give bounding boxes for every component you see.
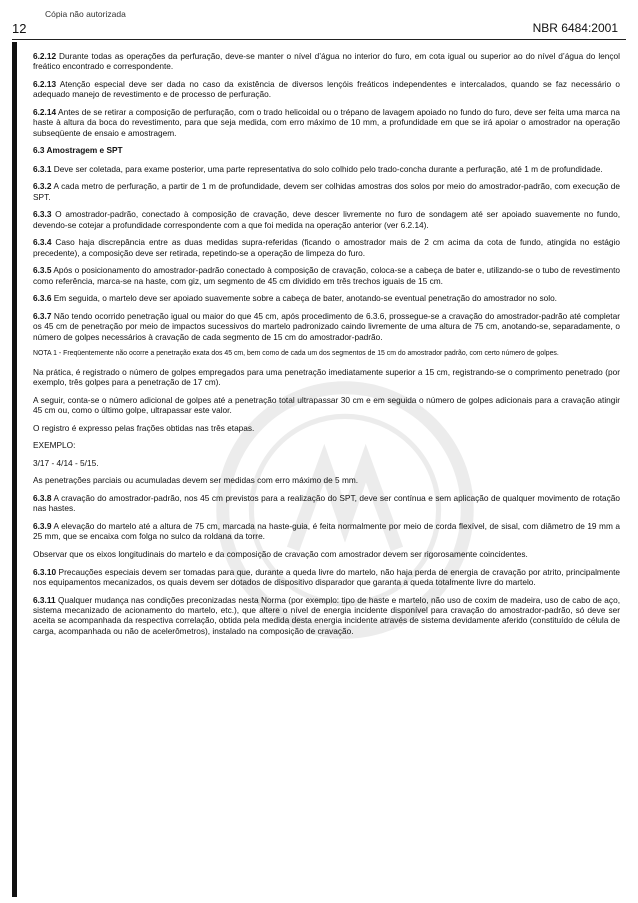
clause-6-3-4 [33,237,620,258]
clause-number: 6.2.14 [33,107,57,117]
document-body [33,51,620,643]
note-paragraph: NOTA 1 - Freqüentemente não ocorre a penetração exata dos 45 cm, bem como de cada um dos segmentos de 15 cm do amostrador padrão, com certo número de golpes. [33,350,559,358]
standard-reference: NBR 6484:2001 [532,21,618,35]
clause-6-3-5 [33,265,620,286]
clause-6-2-12 [33,51,620,72]
clause-6-3-10 [33,567,620,588]
clause-6-3-11 [33,595,620,637]
clause-number: 6.3.6 [33,293,52,304]
clause-number: 6.3.1 [33,163,52,174]
page-number: 12 [12,21,27,36]
clause-text: Atenção especial deve ser dada no caso da existência de diversos lençóis freáticos independentes e intercalados, quando se faz necessário o adequado manejo de revestimento e de processo de perfuração. [33,79,620,100]
body-paragraph [33,458,620,468]
clause-text: As penetrações parciais ou acumuladas devem ser medidas com erro máximo de 5 mm. [33,475,359,486]
clause-text: O amostrador-padrão, conectado à composição de cravação, deve descer livremente no furo de sondagem até ser apoiado suavemente no fundo, devendo-se cotejar a profundidade correspondente com a que foi medida na operação anterior (ver 6.2.14). [33,209,620,230]
clause-text: Deve ser coletada, para exame posterior, uma parte representativa do solo colhido pelo trado-concha durante a perfuração, até 1 m de profundidade. [51,163,603,174]
clause-text: Precauções especiais devem ser tomadas para que, durante a queda livre do martelo, não haja perda de energia de cravação por atrito, principalmente nos equipamentos mecanizados, os quais devem ser dotados de dispositivo disparador que garanta a queda totalmente livre do martelo. [33,566,620,587]
clause-text: A cravação do amostrador-padrão, nos 45 cm previstos para a realização do SPT, deve ser contínua e sem aplicação de qualquer movimento de rotação nas hastes. [33,492,620,514]
clause-6-3-2 [33,181,620,202]
clause-text: Na prática, é registrado o número de golpes empregados para uma penetração imediatamente superior a 15 cm, registrando-se o comprimento penetrado (por exemplo, três golpes para a penetração de 17 cm). [33,366,620,387]
clause-number: 6.3.8 [33,492,52,503]
clause-number: 6.3.10 [33,566,57,577]
clause-text: 3/17 - 4/14 - 5/15. [33,457,99,468]
body-paragraph [33,475,620,485]
clause-6-3-7 [33,311,620,342]
clause-number: 6.3.2 [33,181,52,192]
clause-number: 6.3.7 [33,310,52,321]
clause-text: Após o posicionamento do amostrador-padrão conectado à composição de cravação, coloca-se a cabeça de bater e, utilizando-se o tubo de revestimento como referência, marca-se na haste, com giz, um segmento de 45 cm dividido em três trechos iguais de 15 cm. [33,265,620,286]
clause-number: 6.3.3 [33,209,52,220]
body-paragraph [33,395,620,416]
clause-text: Qualquer mudança nas condições preconizadas nesta Norma (por exemplo: tipo de haste e martelo, não uso de coxim de madeira, uso de cabo de aço, sistema mecanizado de acionamento do martelo, etc.), que altere o nível de energia incidente disponível para cravação do amostrador-padrão, só deve ser aceita se acompanhada da respectiva correlação, obtida pela medida desta energia incidente através de sistema devidamente aferido (constituído de célula de carga, acompanhada ou não de acelerômetros), instalado na composição de cravação. [33,594,620,636]
clause-number: 6.2.12 [33,51,57,61]
clause-6-3-9 [33,521,620,542]
clause-text: Antes de se retirar a composição de perfuração, com o trado helicoidal ou o trépano de lavagem apoiado no fundo do furo, deve ser feita uma marca na haste à altura da boca do revestimento, para que seja medida, com erro máximo de 10 mm, a profundidade em que se irá apoiar o amostrador na operação subseqüente de ensaio e amostragem. [33,107,620,138]
clause-number: 6.3.4 [33,237,52,248]
section-heading: 6.3 Amostragem e SPT [33,145,123,156]
body-paragraph [33,423,620,433]
clause-number: 6.3.9 [33,520,52,531]
clause-6-2-14 [33,107,620,138]
header-rule [12,39,626,40]
clause-text: EXEMPLO: [33,440,76,451]
body-paragraph [33,440,620,450]
copy-watermark: Cópia não autorizada [45,9,126,19]
clause-text: A seguir, conta-se o número adicional de golpes até a penetração total ultrapassar 30 cm e em seguida o número de golpes adicionais para a cravação atingir 45 cm ou, como o último golpe, ultrapassar este valor. [33,394,620,415]
clause-number: 6.3.5 [33,265,52,276]
clause-6-2-13 [33,79,620,100]
clause-text: A elevação do martelo até a altura de 75 cm, marcada na haste-guia, é feita normalmente por meio de corda flexível, de sisal, com diâmetro de 19 mm a 25 mm, que se encaixa com folga no sulco da roldana da torre. [33,520,620,542]
clause-text: O registro é expresso pelas frações obtidas nas três etapas. [33,422,255,433]
body-paragraph [33,367,620,388]
clause-text: Não tendo ocorrido penetração igual ou maior do que 45 cm, após procedimento de 6.3.6, prossegue-se a cravação do amostrador-padrão até completar os 45 cm de penetração por meio de impactos sucessivos do martelo padronizado caindo livremente de uma altura de 75 cm, anotando-se, separadamente, o número de golpes necessários à cravação de cada segmento de 15 cm do amostrador-padrão. [33,310,620,342]
clause-text: Caso haja discrepância entre as duas medidas supra-referidas (ficando o amostrador mais de 2 cm acima da cota de fundo, atingida no estágio precedente), a composição deve ser retirada, repetindo-se a operação de limpeza do furo. [33,237,620,258]
clause-number: 6.2.13 [33,79,57,89]
clause-text: Observar que os eixos longitudinais do martelo e da composição de cravação com amostrador devem ser rigorosamente coincidentes. [33,548,528,559]
clause-text: A cada metro de perfuração, a partir de 1 m de profundidade, devem ser colhidas amostras dos solos por meio do amostrador-padrão, com execução de SPT. [33,181,620,202]
clause-text: Durante todas as operações da perfuração, deve-se manter o nível d’água no interior do furo, em cota igual ou superior ao do nível d’água do lençol freático encontrado e correspondente. [33,51,620,72]
body-paragraph [33,549,620,559]
clause-6-3-8 [33,493,620,514]
clause-6-3-3 [33,209,620,230]
left-margin-bar [12,42,17,897]
clause-text: Em seguida, o martelo deve ser apoiado suavemente sobre a cabeça de bater, anotando-se eventual penetração do amostrador no solo. [51,293,557,304]
clause-6-3-6 [33,293,620,303]
clause-6-3-1 [33,164,620,174]
clause-number: 6.3.11 [33,594,56,605]
